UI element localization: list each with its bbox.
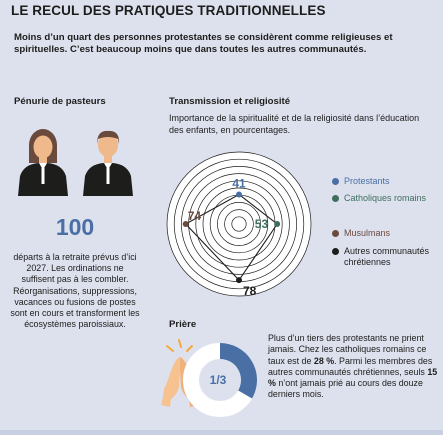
retirements-number: 100 [55,214,95,240]
legend-swatch [332,195,339,202]
legend-label: Musulmans [344,228,391,238]
radar-chart [163,148,315,300]
radar-value-label: 78 [243,284,257,299]
intro-text: Moins d’un quart des personnes protestantes se considèrent comme religieuses et spirituelles. C’est beaucoup moins que dans toutes les autres communautés. [14,32,393,55]
pastor-shortage-heading: Pénurie de pasteurs [14,96,106,107]
priere-text [268,333,440,401]
priere-text-part-2: . Parmi les membres des autres communautés chrétiennes, seuls [268,355,433,377]
priere-text-part-3: n’ont jamais prié au cours des douze derniers mois. [268,378,423,400]
priere-others-percent: 15 % [268,366,438,389]
pastors-illustration [10,126,140,196]
priere-catholic-percent: 28 % [313,355,335,366]
legend-label: Catholiques romains [344,193,427,203]
legend-item [332,193,432,204]
radar-value-label: 74 [187,209,202,223]
legend-swatch [332,178,339,185]
transmission-heading: Transmission et religiosité [169,96,291,107]
radar-value-label: 41 [232,176,246,191]
legend-swatch [332,248,339,255]
legend-item [332,228,432,239]
radar-point-right [274,221,280,227]
radar-value-label: 53 [254,217,269,231]
male-pastor-icon [83,131,133,196]
priere-heading: Prière [169,319,197,330]
radar-point-top [236,191,242,197]
transmission-subtitle: Importance de la spiritualité et de la religiosité dans l’éducation des enfants, en pourcentages. [169,113,420,135]
priere-text-part-1: Plus d’un tiers des protestants ne prient jamais. Chez les catholiques romains ce taux est de [268,333,427,366]
pastor-shortage-text: départs à la retraite prévus d’ici 2027. Les ordinations ne suffisent pas à les combler. Réorganisations, suppressions, vacances ou fusions de postes sont en cours et transforment les écosystèmes paroissiaux. [10,252,140,330]
legend-item [332,246,432,268]
donut-label: 1/3 [209,373,227,387]
legend-label: Protestants [344,176,390,186]
prayer-donut-chart [161,337,261,427]
female-pastor-icon [18,129,68,196]
legend-label: Autres communautés chrétiennes [344,246,430,267]
legend-swatch [332,230,339,237]
radar-point-bottom [236,277,242,283]
bottom-rule [0,430,443,435]
infographic-title: LE RECUL DES PRATIQUES TRADITIONNELLES [11,3,326,18]
legend-item [332,176,432,187]
